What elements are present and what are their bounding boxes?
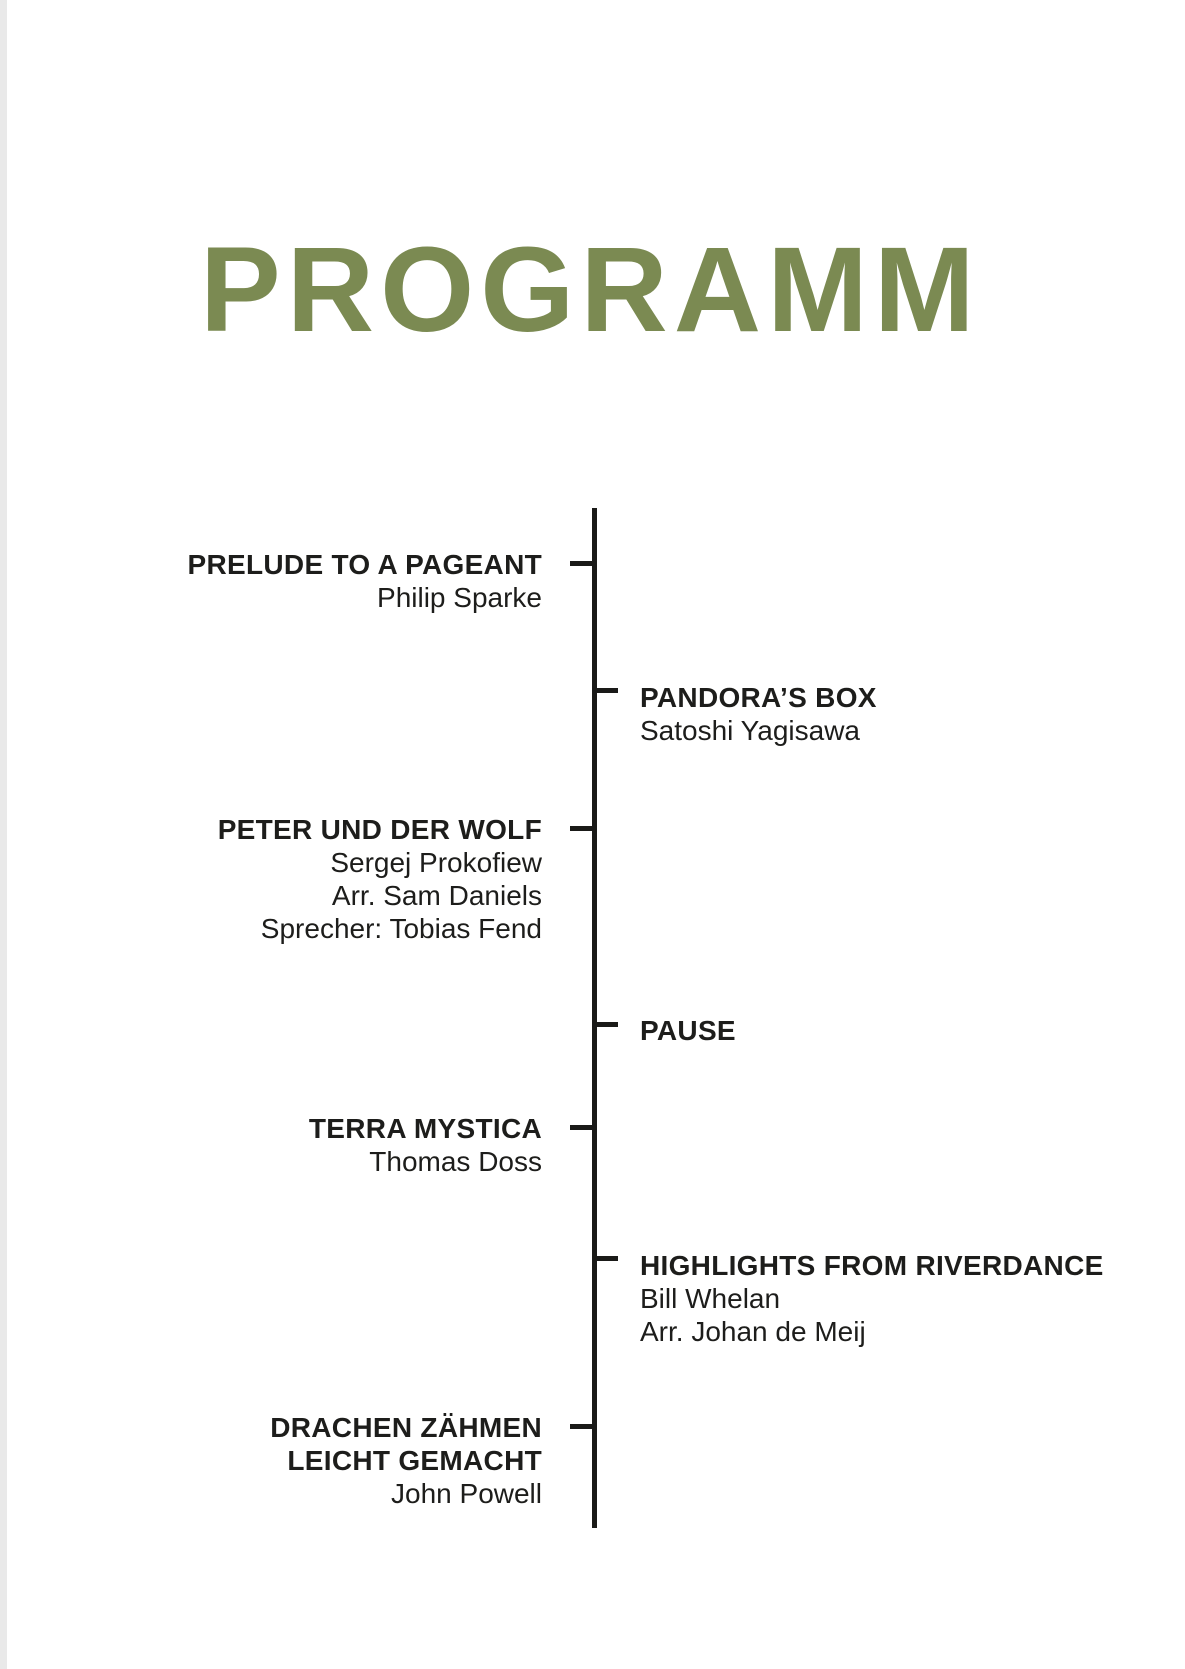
piece-detail: Thomas Doss xyxy=(369,1146,542,1177)
timeline-item xyxy=(100,1411,542,1510)
timeline-item xyxy=(100,1112,542,1178)
page-edge-strip xyxy=(0,0,7,1669)
piece-title: DRACHEN ZÄHMEN xyxy=(270,1412,542,1443)
piece-detail: Philip Sparke xyxy=(377,582,542,613)
piece-title: LEICHT GEMACHT xyxy=(287,1445,542,1476)
timeline-tick xyxy=(570,826,594,831)
timeline-item xyxy=(640,681,1120,747)
piece-detail: Arr. Johan de Meij xyxy=(640,1316,866,1347)
piece-title: PAUSE xyxy=(640,1015,736,1046)
piece-detail: Sprecher: Tobias Fend xyxy=(260,913,542,944)
piece-detail: Arr. Sam Daniels xyxy=(331,880,542,911)
piece-title: PETER UND DER WOLF xyxy=(217,814,542,845)
piece-detail: Satoshi Yagisawa xyxy=(640,715,860,746)
timeline-item xyxy=(100,548,542,614)
timeline-item xyxy=(100,813,542,945)
piece-detail: Sergej Prokofiew xyxy=(330,847,542,878)
piece-title: PANDORA’S BOX xyxy=(640,682,877,713)
timeline-item xyxy=(640,1014,1120,1047)
piece-title: PRELUDE TO A PAGEANT xyxy=(187,549,542,580)
piece-title: TERRA MYSTICA xyxy=(308,1113,542,1144)
timeline-tick xyxy=(596,1256,618,1261)
piece-detail: John Powell xyxy=(391,1478,542,1509)
timeline-tick xyxy=(570,561,594,566)
timeline-tick xyxy=(570,1424,594,1429)
piece-title: HIGHLIGHTS FROM RIVERDANCE xyxy=(640,1250,1104,1281)
timeline-tick xyxy=(570,1125,594,1130)
timeline-tick xyxy=(596,1022,618,1027)
timeline-tick xyxy=(596,688,618,693)
page-title: PROGRAMM xyxy=(200,221,981,357)
timeline-axis xyxy=(592,508,597,1528)
timeline-item xyxy=(640,1249,1120,1348)
piece-detail: Bill Whelan xyxy=(640,1283,781,1314)
